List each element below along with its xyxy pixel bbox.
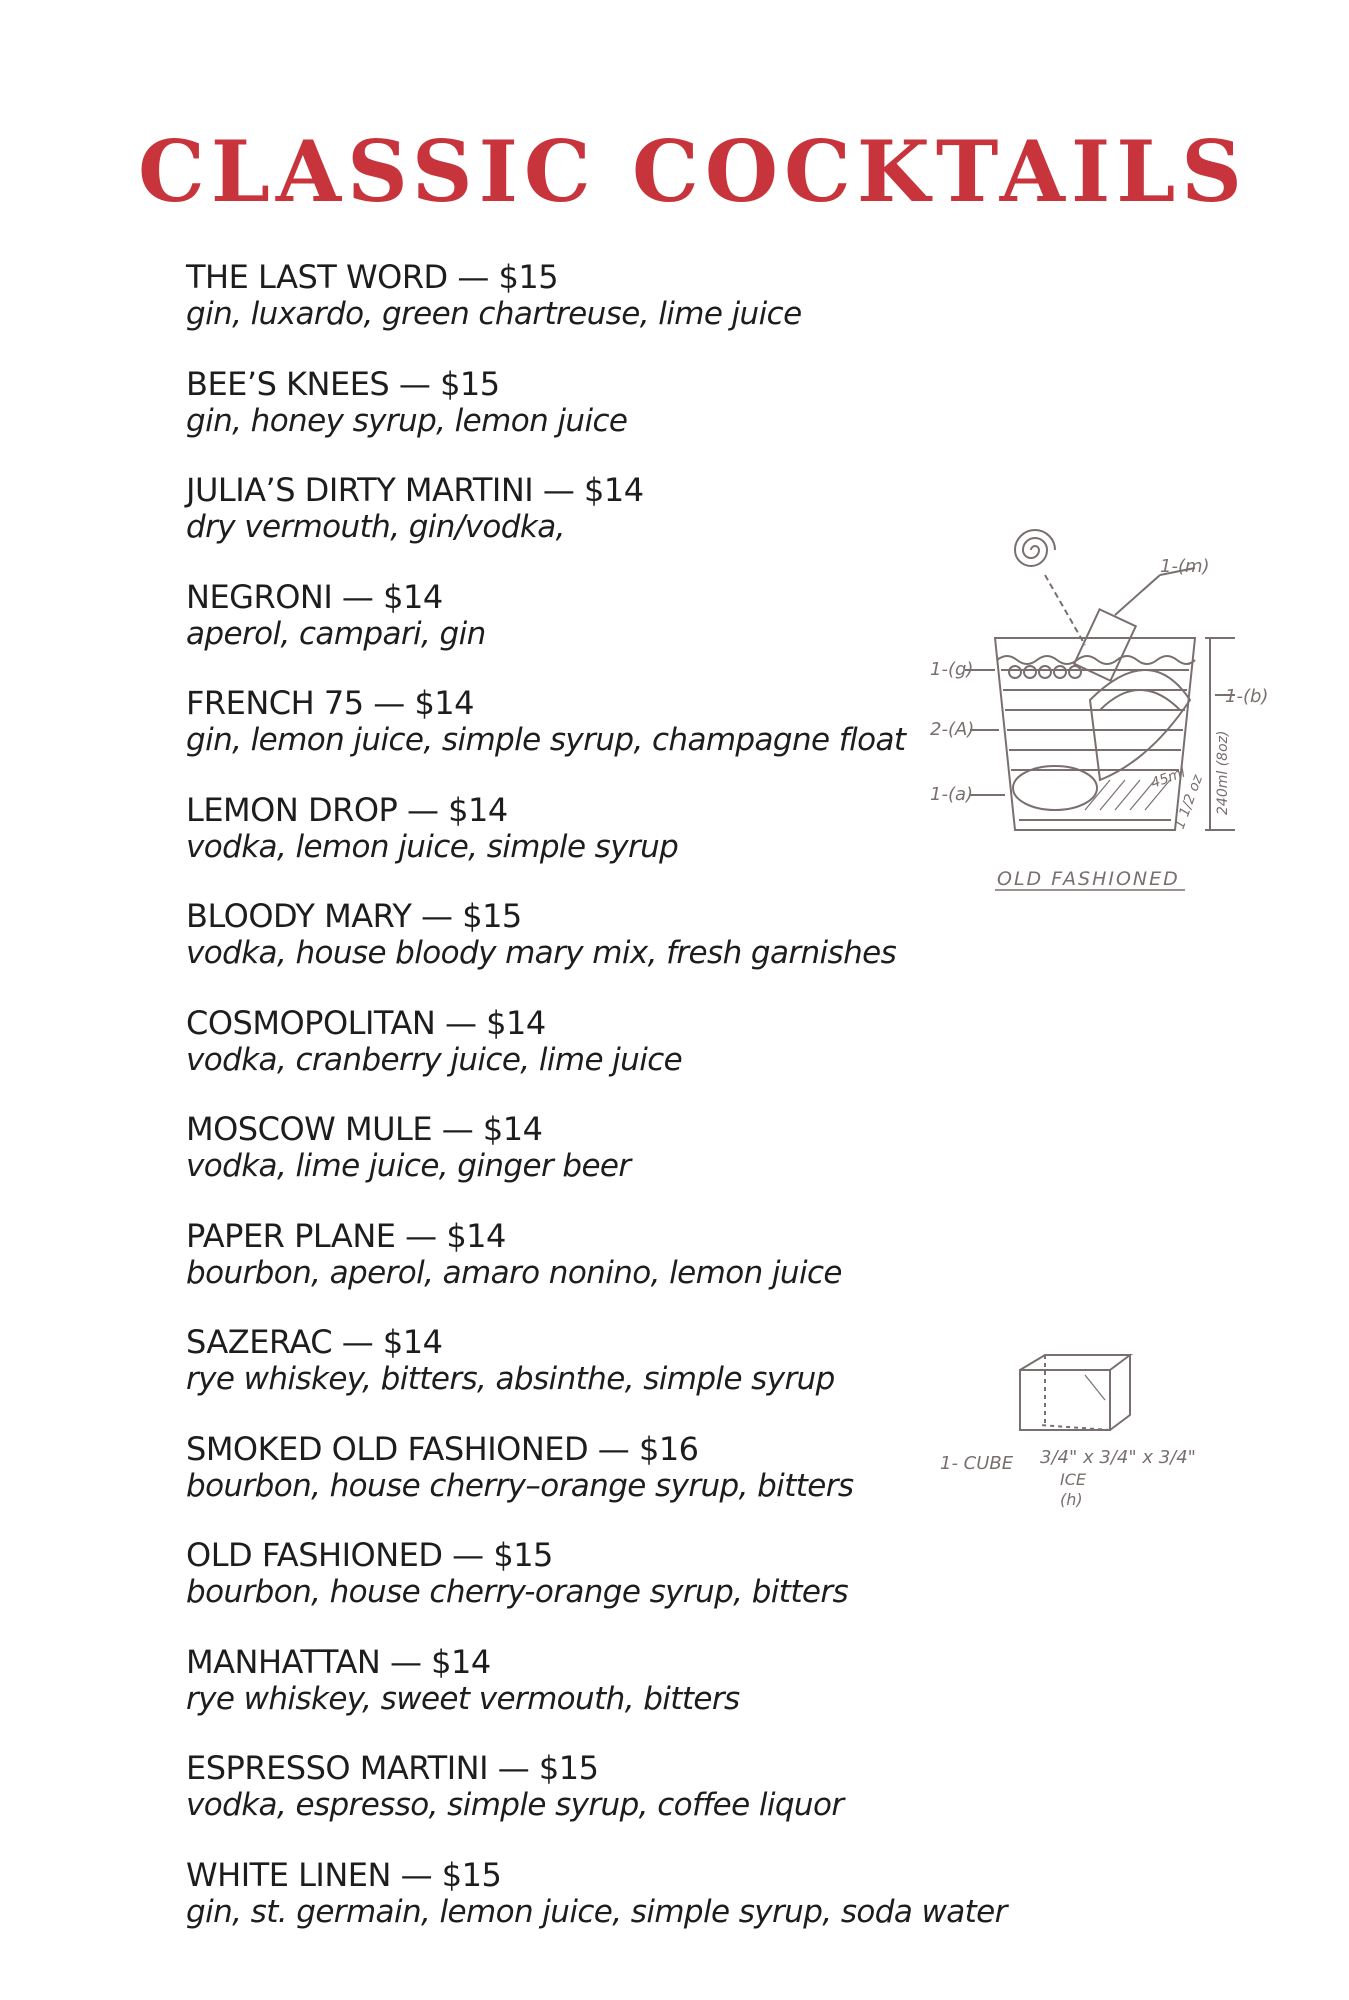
cocktail-item bbox=[186, 1643, 986, 1750]
cocktail-item bbox=[186, 1536, 986, 1643]
label-dims: 3/4" x 3/4" x 3/4" bbox=[1040, 1447, 1196, 1468]
cocktail-ingredients: gin, lemon juice, simple syrup, champagne float bbox=[186, 722, 906, 758]
label-pour: 45ml bbox=[1148, 764, 1188, 792]
cocktail-name: LEMON DROP — $14 bbox=[186, 790, 508, 829]
cocktail-name: THE LAST WORD — $15 bbox=[186, 258, 559, 296]
cocktail-item bbox=[186, 1855, 1007, 1963]
cocktail-name: FRENCH 75 — $14 bbox=[186, 684, 475, 722]
cocktail-name: SMOKED OLD FASHIONED — $16 bbox=[186, 1429, 699, 1468]
ice-cube-sketch bbox=[935, 1345, 1235, 1515]
label-vol: 240ml (8oz) bbox=[1215, 730, 1231, 815]
cocktail-list bbox=[186, 258, 1007, 1962]
cocktail-item bbox=[186, 1004, 986, 1111]
cocktail-ingredients: dry vermouth, gin/vodka, bbox=[186, 509, 565, 545]
label-a1: 1-(a) bbox=[930, 784, 974, 805]
cocktail-name: SAZERAC — $14 bbox=[186, 1323, 443, 1361]
cocktail-item bbox=[186, 471, 986, 578]
label-cube: 1- CUBE bbox=[940, 1453, 1014, 1474]
cocktail-name: MANHATTAN — $14 bbox=[186, 1642, 491, 1681]
cocktail-item bbox=[186, 1323, 986, 1430]
cocktail-item bbox=[186, 1430, 986, 1537]
cocktail-item bbox=[186, 578, 986, 685]
cocktail-ingredients: gin, luxardo, green chartreuse, lime juice bbox=[186, 296, 802, 332]
cocktail-name: BEE’S KNEES — $15 bbox=[186, 364, 500, 403]
cocktail-item bbox=[186, 365, 986, 472]
page-title: CLASSIC COCKTAILS bbox=[138, 122, 1248, 221]
cocktail-name: COSMOPOLITAN — $14 bbox=[186, 1003, 546, 1042]
cocktail-ingredients: vodka, cranberry juice, lime juice bbox=[186, 1041, 683, 1078]
cocktail-ingredients: bourbon, aperol, amaro nonino, lemon juice bbox=[186, 1254, 842, 1291]
cocktail-ingredients: bourbon, house cherry–orange syrup, bitters bbox=[186, 1467, 854, 1504]
spiral-garnish-icon bbox=[1015, 530, 1055, 566]
cocktail-item bbox=[186, 258, 986, 365]
old-fashioned-glass-sketch bbox=[930, 520, 1280, 905]
cocktail-ingredients: gin, honey syrup, lemon juice bbox=[186, 402, 628, 439]
cocktail-item bbox=[186, 1110, 986, 1217]
cocktail-ingredients: vodka, lemon juice, simple syrup bbox=[186, 828, 679, 865]
cocktail-item bbox=[186, 1749, 986, 1856]
glass-caption: OLD FASHIONED bbox=[997, 868, 1180, 890]
cocktail-name: MOSCOW MULE — $14 bbox=[186, 1110, 543, 1148]
label-half: 1 1/2 oz bbox=[1171, 773, 1207, 832]
label-ice: ICE bbox=[1060, 1470, 1086, 1489]
cocktail-name: JULIA’S DIRTY MARTINI — $14 bbox=[186, 471, 644, 509]
cocktail-name: WHITE LINEN — $15 bbox=[186, 1855, 502, 1894]
cocktail-ingredients: rye whiskey, sweet vermouth, bitters bbox=[186, 1680, 740, 1717]
cocktail-item bbox=[186, 897, 986, 1004]
cocktail-ingredients: aperol, campari, gin bbox=[186, 615, 486, 652]
ice-cube-icon bbox=[1020, 1355, 1130, 1430]
cocktail-ingredients: vodka, lime juice, ginger beer bbox=[186, 1148, 631, 1184]
label-b: 1-(b) bbox=[1225, 686, 1269, 707]
cocktail-item bbox=[186, 684, 986, 791]
label-a2: 2-(A) bbox=[930, 719, 975, 740]
cocktail-ingredients: rye whiskey, bitters, absinthe, simple syrup bbox=[186, 1361, 835, 1397]
cocktail-ingredients: bourbon, house cherry-orange syrup, bitters bbox=[186, 1574, 849, 1610]
cocktail-item bbox=[186, 791, 986, 898]
cocktail-name: ESPRESSO MARTINI — $15 bbox=[186, 1749, 599, 1787]
label-g: 1-(g) bbox=[930, 659, 974, 680]
cocktail-ingredients: gin, st. germain, lemon juice, simple syrup, soda water bbox=[186, 1893, 1007, 1930]
label-m: 1-(m) bbox=[1160, 556, 1210, 577]
cocktail-name: PAPER PLANE — $14 bbox=[186, 1216, 506, 1255]
cocktail-name: NEGRONI — $14 bbox=[186, 577, 443, 616]
cocktail-item bbox=[186, 1217, 986, 1324]
cocktail-name: OLD FASHIONED — $15 bbox=[186, 1536, 553, 1574]
cocktail-name: BLOODY MARY — $15 bbox=[186, 897, 522, 935]
cocktail-ingredients: vodka, house bloody mary mix, fresh garnishes bbox=[186, 935, 897, 971]
cocktail-ingredients: vodka, espresso, simple syrup, coffee liquor bbox=[186, 1787, 844, 1823]
label-h: (h) bbox=[1060, 1490, 1083, 1509]
